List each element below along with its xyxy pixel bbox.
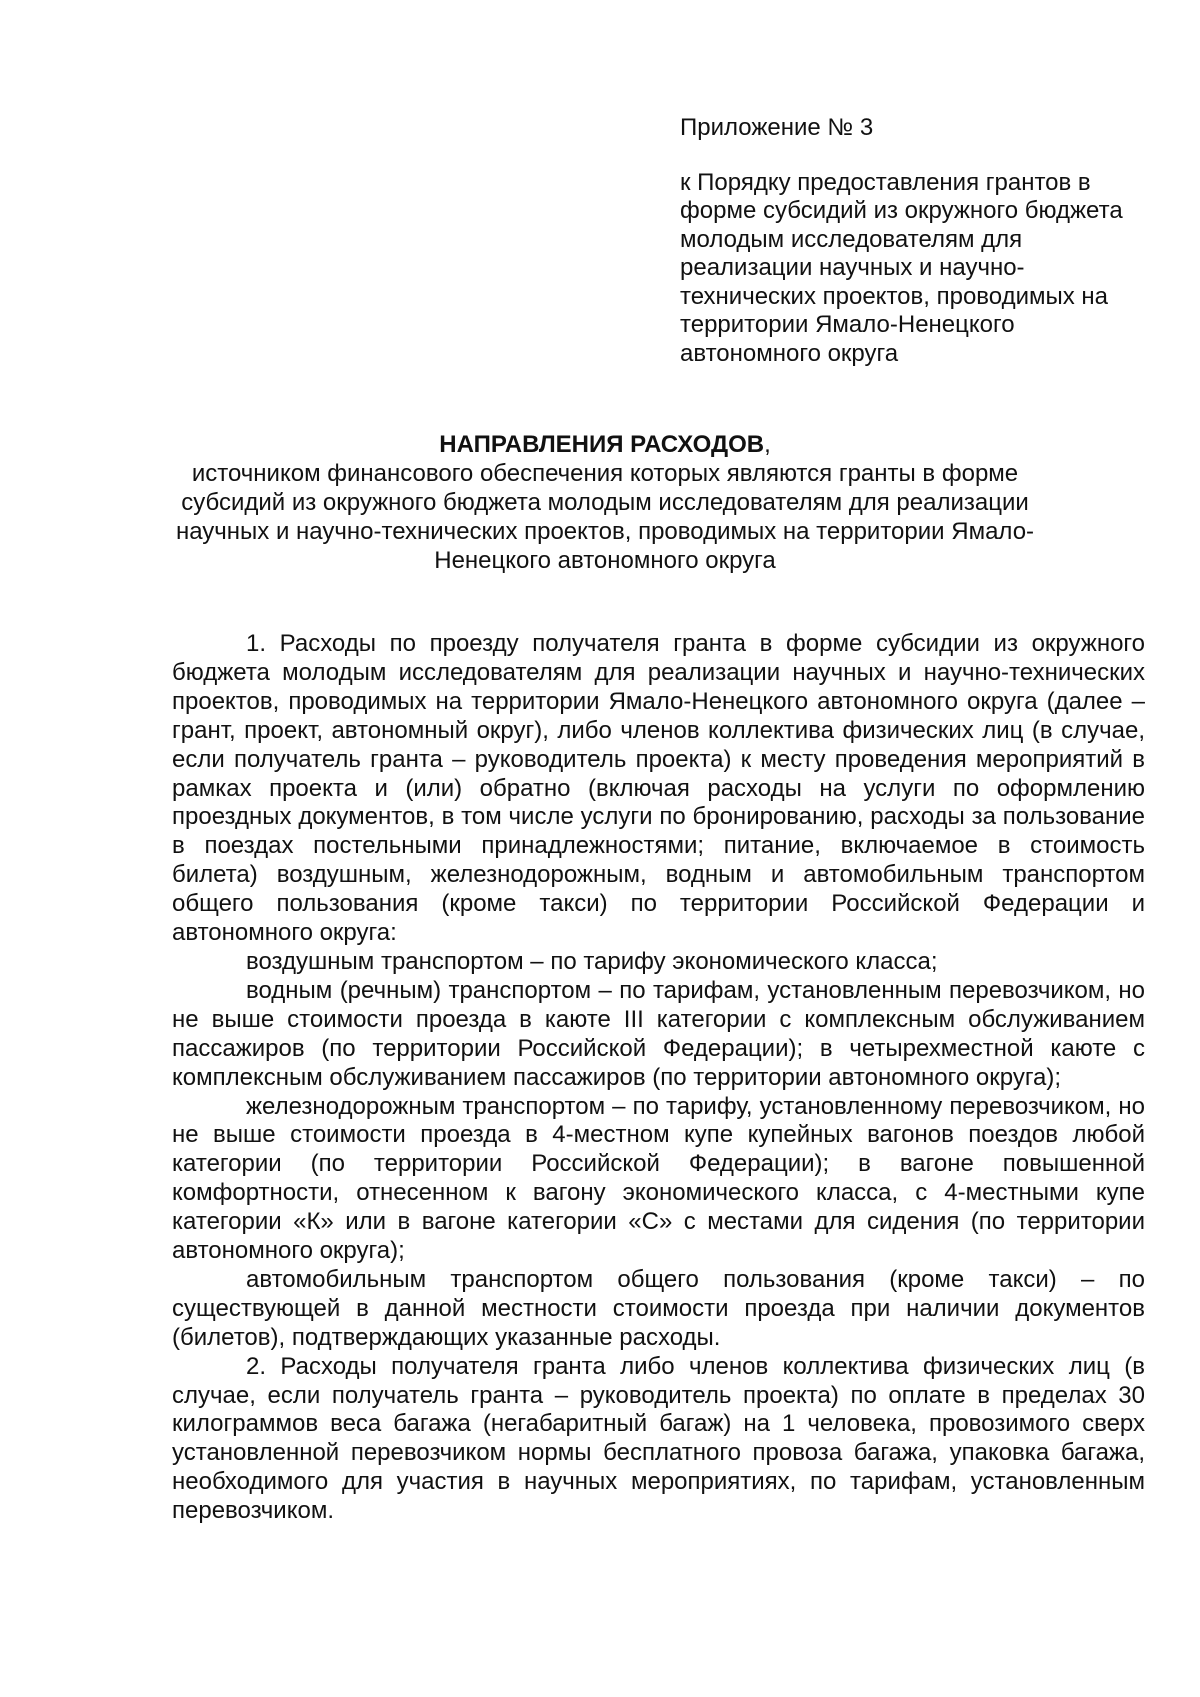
document-subtitle: источником финансового обеспечения которых являются гранты в форме субсидий из окружного бюджета молодым исследователям для реализации научных и научно-технических проектов, проводимых на территории Ямало-Ненецкого автономного округа xyxy=(175,460,1035,574)
paragraph-1: 1. Расходы по проезду получателя гранта в форме субсидии из окружного бюджета молодым исследователям для реализации научных и научно-технических проектов, проводимых на территории Ямало-Ненецкого автономного округа (далее – грант, проект, автономный округ), либо членов коллектива физических лиц (в случае, если получатель гранта – руководитель проекта) к месту проведения мероприятий в рамках проекта и (или) обратно (включая расходы на услуги по оформлению проездных документов, в том числе услуги по бронированию, расходы за пользование в поездах постельными принадлежностями; питание, включаемое в стоимость билета) воздушным, железнодорожным, водным и автомобильным транспортом общего пользования (кроме такси) по территории Российской Федерации и автономного округа: xyxy=(172,630,1145,947)
paragraph-2: 2. Расходы получателя гранта либо членов коллектива физических лиц (в случае, если получатель гранта – руководитель проекта) по оплате в пределах 30 килограммов веса багажа (негабаритный багаж) на 1 человека, провозимого сверх установленной перевозчиком нормы бесплатного провоза багажа, упаковка багажа, необходимого для участия в научных мероприятиях, по тарифам, установленным перевозчиком. xyxy=(172,1352,1145,1525)
paragraph-air: воздушным транспортом – по тарифу экономического класса; xyxy=(246,947,938,975)
appendix-block xyxy=(680,114,1150,368)
document-heading xyxy=(172,430,1038,575)
paragraph-rail: железнодорожным транспортом – по тарифу, установленному перевозчиком, но не выше стоимости проезда в 4-местном купе купейных вагонов поездов любой категории (по территории Российской Федерации); в вагоне повышенной комфортности, отнесенном к вагону экономического класса, с 4-местными купе категории «К» или в вагоне категории «С» с местами для сидения (по территории автономного округа); xyxy=(172,1092,1145,1265)
document-body xyxy=(172,630,1145,1526)
document-title: НАПРАВЛЕНИЯ РАСХОДОВ xyxy=(439,431,765,458)
appendix-number: Приложение № 3 xyxy=(680,114,874,141)
appendix-basis: к Порядку предоставления грантов в форме субсидий из окружного бюджета молодым исследователям для реализации научных и научно-технических проектов, проводимых на территории Ямало-Ненецкого автономного округа xyxy=(680,168,1123,367)
paragraph-water: водным (речным) транспортом – по тарифам, установленным перевозчиком, но не выше стоимости проезда в каюте III категории с комплексным обслуживанием пассажиров (по территории Российской Федерации); в четырехместной каюте с комплексным обслуживанием пассажиров (по территории автономного округа); xyxy=(172,976,1145,1091)
title-comma: , xyxy=(764,431,771,458)
paragraph-auto: автомобильным транспортом общего пользования (кроме такси) – по существующей в данной местности стоимости проезда при наличии документов (билетов), подтверждающих указанные расходы. xyxy=(172,1265,1145,1351)
